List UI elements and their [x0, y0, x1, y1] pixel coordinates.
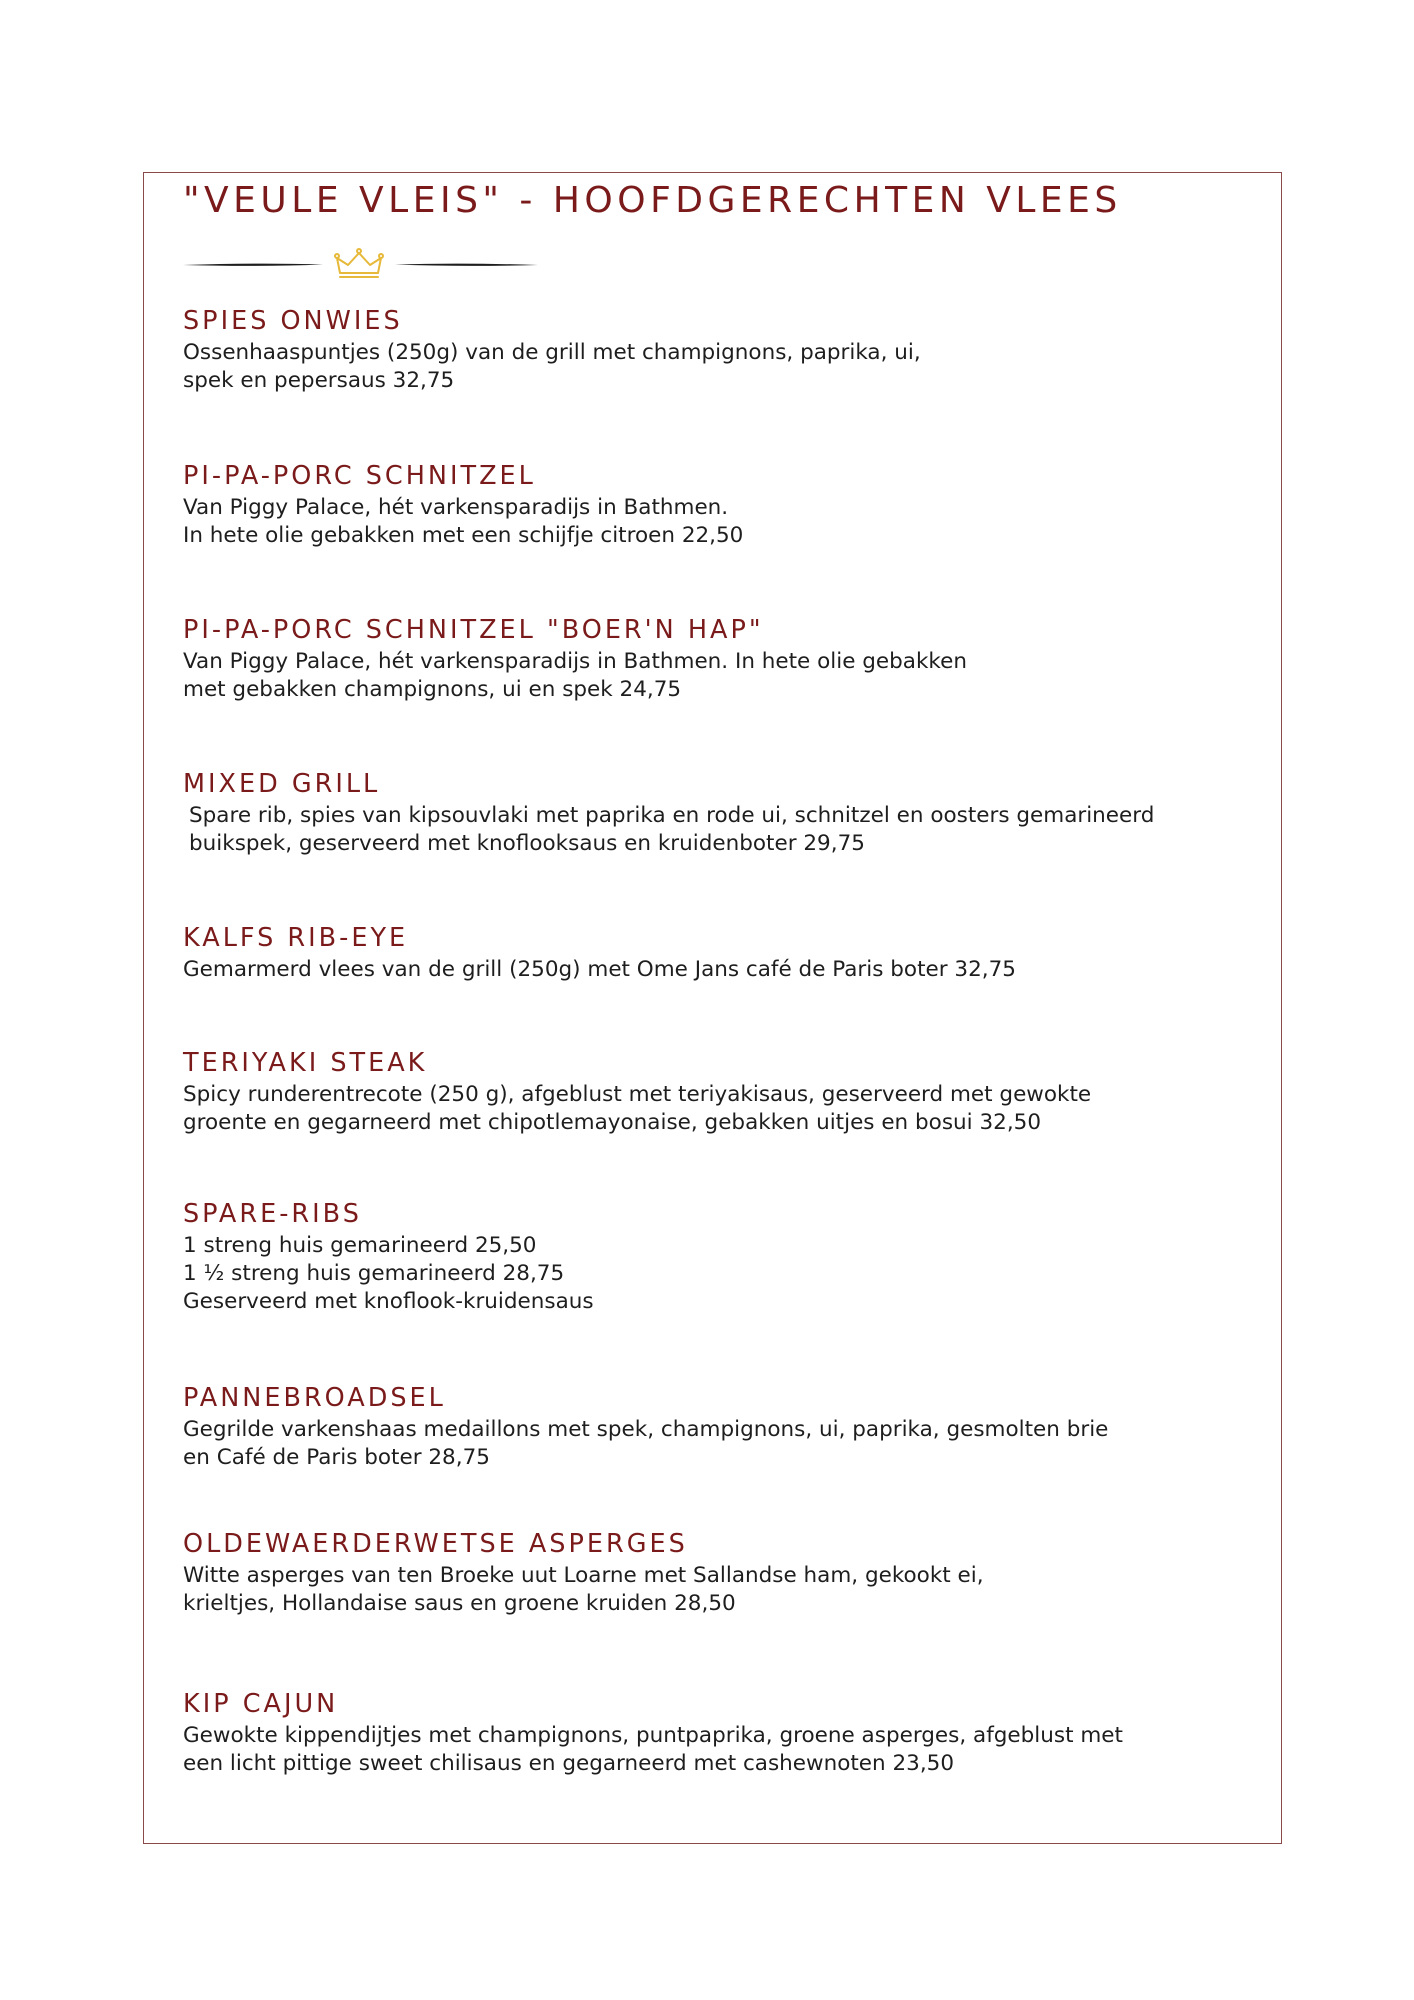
crown-icon: [335, 249, 383, 277]
item-description-line: spek en pepersaus 32,75: [183, 368, 455, 393]
item-description-line: Spare rib, spies van kipsouvlaki met paprika en rode ui, schnitzel en oosters gemarineerd: [189, 803, 1155, 828]
item-name: SPIES ONWIES: [183, 306, 403, 336]
item-description-line: Witte asperges van ten Broeke uut Loarne met Sallandse ham, gekookt ei,: [183, 1563, 984, 1588]
menu-item-oldewaerderwetse-asperges: [183, 1526, 984, 1618]
item-description-line: en Café de Paris boter 28,75: [183, 1445, 490, 1470]
menu-item-kalfs-rib-eye: [183, 920, 1016, 984]
item-description-line: Gemarmerd vlees van de grill (250g) met Ome Jans café de Paris boter 32,75: [183, 957, 1016, 982]
item-description-line: 1 streng huis gemarineerd 25,50: [183, 1233, 537, 1258]
divider-line-right: [395, 264, 538, 266]
menu-item-spare-ribs: [183, 1196, 594, 1316]
item-description-line: Gegrilde varkenshaas medaillons met spek, champignons, ui, paprika, gesmolten brie: [183, 1417, 1109, 1442]
menu-item-boern-hap: [183, 612, 967, 704]
item-description-line: krieltjes, Hollandaise saus en groene kruiden 28,50: [183, 1591, 736, 1616]
item-description-line: Gewokte kippendijtjes met champignons, puntpaprika, groene asperges, afgeblust met: [183, 1723, 1123, 1748]
item-description-line: met gebakken champignons, ui en spek 24,75: [183, 677, 682, 702]
item-name: TERIYAKI STEAK: [183, 1048, 428, 1078]
item-name: KALFS RIB-EYE: [183, 923, 409, 953]
item-description-line: Spicy runderentrecote (250 g), afgeblust met teriyakisaus, geserveerd met gewokte: [183, 1082, 1092, 1107]
item-description-line: groente en gegarneerd met chipotlemayonaise, gebakken uitjes en bosui 32,50: [183, 1110, 1042, 1135]
menu-item-teriyaki-steak: [183, 1045, 1091, 1137]
menu-item-spies-onwies: [183, 303, 921, 395]
item-name: PANNEBROADSEL: [183, 1383, 446, 1413]
item-description-line: Geserveerd met knoflook-kruidensaus: [183, 1289, 594, 1314]
item-description-line: 1 ½ streng huis gemarineerd 28,75: [183, 1261, 565, 1286]
item-description-line: Ossenhaaspuntjes (250g) van de grill met champignons, paprika, ui,: [183, 340, 921, 365]
page-title: "VEULE VLEIS" - HOOFDGERECHTEN VLEES: [183, 180, 1122, 221]
title-divider: [183, 244, 543, 284]
item-description-line: In hete olie gebakken met een schijfje citroen 22,50: [183, 523, 744, 548]
menu-item-mixed-grill: [183, 766, 1154, 858]
item-name: PI-PA-PORC SCHNITZEL "BOER'N HAP": [183, 615, 764, 645]
menu-item-pi-pa-porc-schnitzel: [183, 458, 743, 550]
item-name: OLDEWAERDERWETSE ASPERGES: [183, 1529, 688, 1559]
divider-line-left: [183, 264, 323, 266]
menu-item-pannebroadsel: [183, 1380, 1108, 1472]
item-name: SPARE-RIBS: [183, 1199, 362, 1229]
item-description-line: een licht pittige sweet chilisaus en gegarneerd met cashewnoten 23,50: [183, 1751, 955, 1776]
menu-item-kip-cajun: [183, 1686, 1123, 1778]
item-name: KIP CAJUN: [183, 1689, 339, 1719]
item-name: MIXED GRILL: [183, 769, 381, 799]
item-description-line: buikspek, geserveerd met knoflooksaus en kruidenboter 29,75: [189, 831, 865, 856]
item-description-line: Van Piggy Palace, hét varkensparadijs in Bathmen.: [183, 495, 729, 520]
item-description-line: Van Piggy Palace, hét varkensparadijs in Bathmen. In hete olie gebakken: [183, 649, 967, 674]
item-name: PI-PA-PORC SCHNITZEL: [183, 461, 536, 491]
